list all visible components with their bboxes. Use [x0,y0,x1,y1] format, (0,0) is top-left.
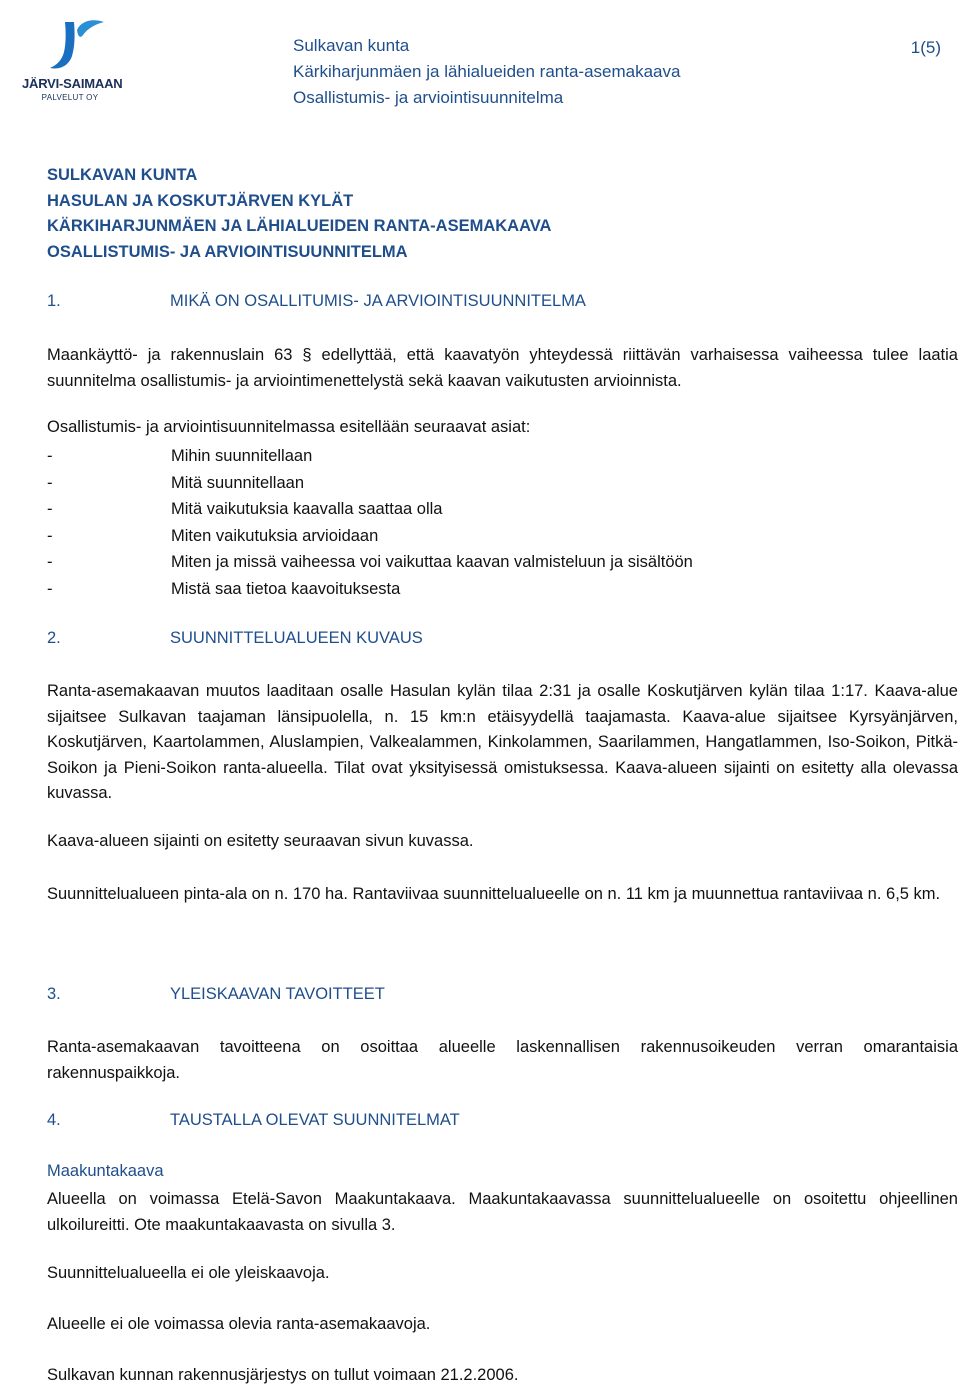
list-item-text: Mistä saa tietoa kaavoituksesta [171,579,401,598]
logo-name: JÄRVI-SAIMAAN [22,76,123,91]
list-intro: Osallistumis- ja arviointisuunnitelmassa esitellään seuraavat asiat: [47,418,531,436]
section-title: TAUSTALLA OLEVAT SUUNNITELMAT [170,1111,460,1129]
paragraph: Sulkavan kunnan rakennusjärjestys on tullut voimaan 21.2.2006. [47,1366,519,1384]
document-title [47,163,551,265]
paragraph: Ranta-asemakaavan tavoitteena on osoittaa alueelle laskennallisen rakennusoikeuden verran omarantaisia rakennuspaikkoja. [47,1038,958,1082]
list-dash: - [47,526,53,545]
paragraph: Suunnittelualueen pinta-ala on n. 170 ha. Rantaviivaa suunnittelualueelle on n. 11 km ja muunnettua rantaviivaa n. 6,5 km. [47,885,941,903]
list-item-text: Mitä vaikutuksia kaavalla saattaa olla [171,500,443,519]
paragraph: Ranta-asemakaavan muutos laaditaan osalle Hasulan kylän tilaa 2:31 ja osalle Koskutjärven kylän tilaa 1:17. Kaava-alue sijaitsee Sulkavan taajaman länsipuolella, n. 15 km:n etäisyydellä taajamasta. Kaava-alue sijaitsee Kyrsyänjärven, Koskutjärven, Kaartolammen, Aluslampien, Valkealammen, Kinkolammen, Saarilammen, Hangatlammen, Iso-Soikon, Pitkä-Soikon ja Pieni-Soikon ranta-alueella. Tilat ovat yksityisessä omistuksessa. Kaava-alueen sijainti on esitetty alla olevassa kuvassa. [47,682,958,802]
list-item [47,496,693,523]
list-dash: - [47,579,53,598]
list-item [47,443,693,470]
section-title: YLEISKAAVAN TAVOITTEET [170,985,385,1003]
paragraph: Alueelle ei ole voimassa olevia ranta-asemakaavoja. [47,1315,431,1333]
list-item-text: Miten vaikutuksia arvioidaan [171,526,379,545]
section-2-heading [47,629,423,648]
section-1-heading [47,292,586,311]
title-line: KÄRKIHARJUNMÄEN JA LÄHIALUEIDEN RANTA-ASEMAKAAVA [47,217,552,235]
logo-subtitle: PALVELUT OY [41,93,99,102]
list-item [47,470,693,497]
list-dash: - [47,553,53,572]
paragraph: Alueella on voimassa Etelä-Savon Maakuntakaava. Maakuntakaavassa suunnittelualueelle on osoitettu ohjeellinen ulkoilureitti. Ote maakuntakaavasta on sivulla 3. [47,1190,958,1234]
list-item [47,523,693,550]
title-line: SULKAVAN KUNTA [47,166,198,184]
section-number: 2. [47,629,61,647]
list-dash: - [47,500,53,519]
list-dash: - [47,473,53,492]
topic-list [47,443,693,603]
list-item-text: Mihin suunnitellaan [171,447,313,465]
company-logo [22,18,123,108]
header-document-type: Osallistumis- ja arviointisuunnitelma [293,88,564,107]
section-title: SUUNNITTELUALUEEN KUVAUS [170,629,423,647]
section-number: 1. [47,292,61,310]
section-title: MIKÄ ON OSALLITUMIS- JA ARVIOINTISUUNNITELMA [170,292,586,310]
list-item-text: Mitä suunnitellaan [171,473,304,492]
subheading: Maakuntakaava [47,1162,164,1180]
section-3-heading [47,985,385,1004]
section-4-heading [47,1111,460,1130]
list-item [47,549,693,576]
list-item-text: Miten ja missä vaiheessa voi vaikuttaa kaavan valmisteluun ja sisältöön [171,553,693,572]
paragraph: Kaava-alueen sijainti on esitetty seuraavan sivun kuvassa. [47,832,474,850]
section-number: 3. [47,985,61,1003]
logo-mark-icon [44,18,106,76]
list-dash: - [47,447,53,465]
paragraph: Suunnittelualueella ei ole yleiskaavoja. [47,1264,330,1282]
list-item [47,576,693,603]
title-line: HASULAN JA KOSKUTJÄRVEN KYLÄT [47,191,354,210]
header-municipality: Sulkavan kunta [293,36,410,55]
page-number: 1(5) [910,38,941,57]
section-number: 4. [47,1111,61,1129]
paragraph: Maankäyttö- ja rakennuslain 63 § edellyttää, että kaavatyön yhteydessä riittävän varhaisessa vaiheessa tulee laatia suunnitelma osallistumis- ja arviointimenettelystä sekä kaavan vaikutusten arvioinnista. [47,346,958,390]
header-plan-name: Kärkiharjunmäen ja lähialueiden ranta-asemakaava [293,62,681,81]
title-line: OSALLISTUMIS- JA ARVIOINTISUUNNITELMA [47,242,408,261]
